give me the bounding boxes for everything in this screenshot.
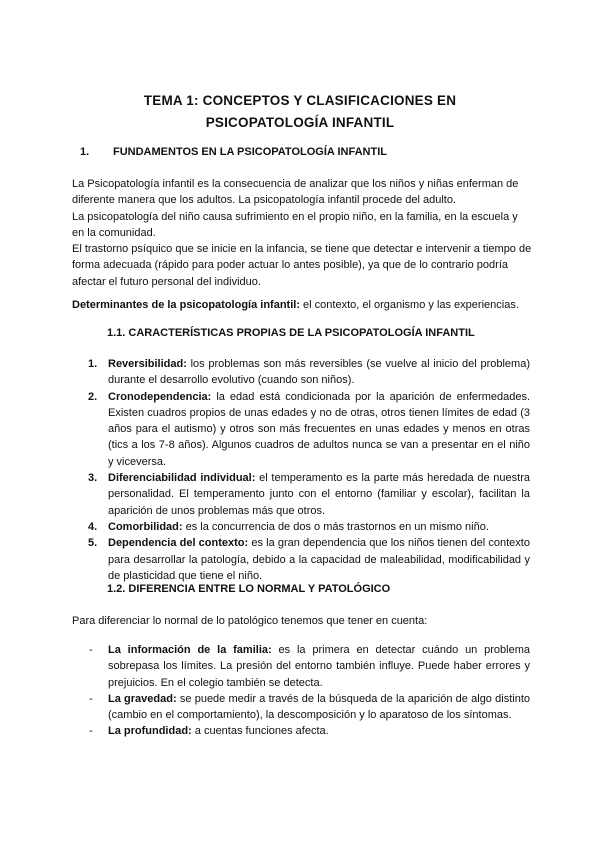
list-item-number: 2. (88, 390, 98, 403)
list-item-text: el temperamento es la parte más heredada de nuestra personalidad. El temperamento junto con el entorno (familiar y escolar), facilitan la aparición de unos problemas más que otros. (108, 472, 531, 517)
list-item (72, 356, 530, 389)
list-item (72, 723, 530, 739)
list-item-number: 3. (88, 472, 98, 485)
characteristics-list (72, 356, 530, 584)
intro-sentence-1: La Psicopatología infantil es la consecuencia de analizar que los niños y niñas enferman de diferente manera que los adultos. La psicopatología infantil procede del adulto. (72, 178, 519, 207)
page-title-line-1: TEMA 1: CONCEPTOS Y CLASIFICACIONES EN (143, 93, 457, 108)
list-item-text: la edad está condicionada por la aparición de enfermedades. Existen cuadros propios de unas edades y no de otras, otros tienen límites de edad (3 años para el autismo) y otros son más frecuentes en unas edades y menos en otras (tics a los 7-8 años). Algunos cuadros de adultos nunca se van a presentar en el niño y viceversa. (108, 390, 530, 468)
criteria-list (72, 642, 530, 740)
list-item (72, 642, 530, 691)
list-item (72, 519, 530, 535)
list-item-number: 1. (88, 358, 98, 370)
intro-paragraph (72, 176, 532, 290)
intro-sentence-3: El trastorno psíquico que se inicie en la infancia, se tiene que detectar e intervenir a tiempo de forma adecuada (rápido para poder actuar lo antes posible), ya que de lo contrario podría afectar el futuro personal del individuo. (72, 243, 532, 288)
list-item (72, 535, 530, 584)
intro-sentence-2: La psicopatología del niño causa sufrimiento en el propio niño, en la familia, en la escuela y en la comunidad. (72, 210, 518, 239)
list-item-term: La información de la familia: (108, 644, 272, 656)
list-item-text: es la gran dependencia que los niños tienen del contexto para desarrollar la patología, debido a la capacidad de maleabilidad, modificabilidad y de plasticidad que tiene el niño. (108, 537, 530, 582)
list-item-term: Comorbilidad: (108, 520, 183, 533)
determinants-text: el contexto, el organismo y las experiencias. (299, 299, 519, 311)
list-item-text: es la concurrencia de dos o más trastornos en un mismo niño. (182, 520, 489, 533)
list-item-text: a cuentas funciones afecta. (191, 725, 329, 738)
list-item-text: los problemas son más reversibles (se vuelve al inicio del problema) durante el desarrollo evolutivo (cuando son niños). (108, 358, 530, 387)
page-title-line-2: PSICOPATOLOGÍA INFANTIL (205, 115, 395, 130)
list-item-term: Cronodependencia: (108, 390, 212, 403)
list-item-term: Diferenciabilidad individual: (108, 472, 256, 485)
list-item-term: Reversibilidad: (108, 358, 187, 370)
list-item (72, 691, 530, 724)
criteria-intro: Para diferenciar lo normal de lo patológico tenemos que tener en cuenta: (72, 615, 428, 627)
list-dash: - (89, 692, 93, 705)
list-item (72, 389, 530, 470)
section-1-number: 1. (80, 146, 90, 158)
list-item-text: se puede medir a través de la búsqueda de la aparición de algo distinto (cambio en el comportamiento), la descomposición y lo aparatoso de los síntomas. (108, 692, 531, 722)
list-dash: - (89, 725, 93, 738)
list-item-number: 4. (88, 520, 98, 533)
list-item (72, 470, 530, 519)
list-item-term: La gravedad: (108, 692, 177, 705)
section-1-heading (80, 146, 387, 158)
determinants-paragraph (72, 297, 532, 313)
subsection-1-2-heading: 1.2. DIFERENCIA ENTRE LO NORMAL Y PATOLÓGICO (107, 583, 391, 595)
determinants-label: Determinantes de la psicopatología infantil: (72, 299, 300, 311)
list-item-term: Dependencia del contexto: (108, 537, 249, 550)
list-item-number: 5. (88, 537, 98, 550)
section-1-title: FUNDAMENTOS EN LA PSICOPATOLOGÍA INFANTIL (113, 146, 387, 158)
subsection-1-1-heading: 1.1. CARACTERÍSTICAS PROPIAS DE LA PSICOPATOLOGÍA INFANTIL (107, 327, 475, 339)
list-item-text: es la primera en detectar cuándo un problema sobrepasa los límites. La presión del entorno también influye. Puede haber errores y prejuicios. En el colegio también se detecta. (108, 644, 530, 689)
list-dash: - (89, 644, 93, 656)
list-item-term: La profundidad: (108, 725, 192, 738)
